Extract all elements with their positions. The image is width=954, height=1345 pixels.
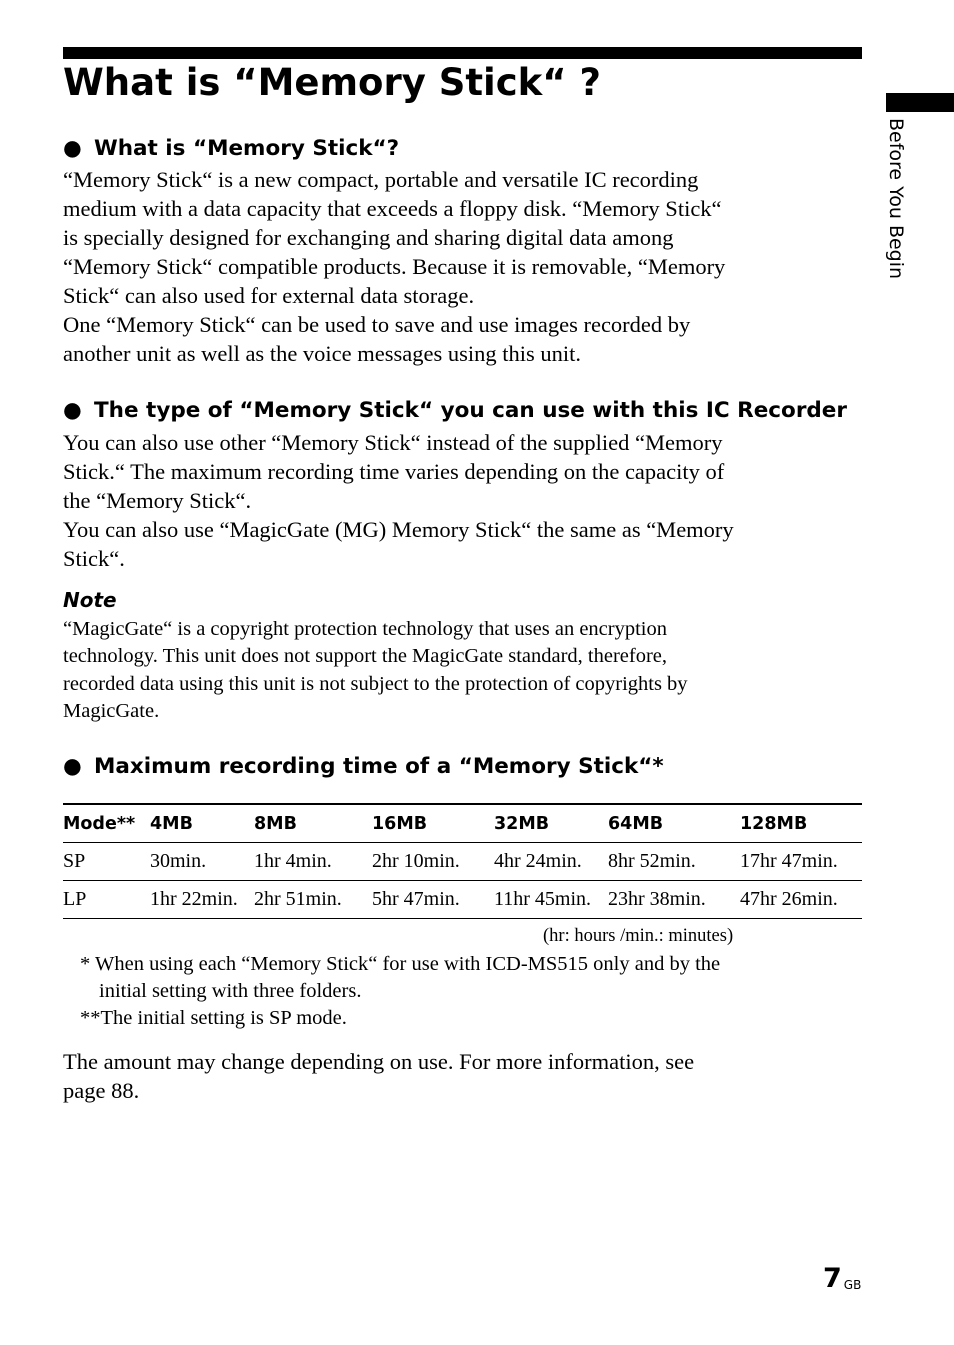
table-row bbox=[63, 881, 862, 919]
page-title: What is “Memory Stick“ ? bbox=[63, 61, 601, 104]
bullet-icon: ● bbox=[63, 398, 82, 423]
section-heading-type bbox=[63, 397, 847, 425]
heading-text: What is “Memory Stick“? bbox=[94, 136, 400, 161]
text-line: You can also use other “Memory Stick“ instead of the supplied “Memory bbox=[63, 430, 723, 455]
text-line: MagicGate. bbox=[63, 699, 160, 722]
bullet-icon: ● bbox=[63, 136, 82, 161]
column-header: 4MB bbox=[150, 804, 254, 843]
section-paragraph bbox=[63, 165, 863, 368]
page-number-value: 7 bbox=[823, 1263, 842, 1294]
top-rule bbox=[63, 47, 862, 59]
bullet-icon: ● bbox=[63, 754, 82, 779]
text-line: is specially designed for exchanging and sharing digital data among bbox=[63, 225, 674, 250]
table-cell: 4hr 24min. bbox=[494, 843, 608, 881]
footnote-double-star bbox=[80, 1005, 347, 1032]
section-paragraph bbox=[63, 428, 863, 573]
table-cell: SP bbox=[63, 843, 150, 881]
text-line: technology. This unit does not support the MagicGate standard, therefore, bbox=[63, 645, 668, 668]
text-line: medium with a data capacity that exceeds a floppy disk. “Memory Stick“ bbox=[63, 196, 722, 221]
table-cell: 30min. bbox=[150, 843, 254, 881]
text-line: the “Memory Stick“. bbox=[63, 488, 252, 513]
table-cell: LP bbox=[63, 881, 150, 919]
text-line: recorded data using this unit is not subject to the protection of copyrights by bbox=[63, 672, 688, 695]
table-cell: 1hr 22min. bbox=[150, 881, 254, 919]
table-units-note: (hr: hours /min.: minutes) bbox=[543, 926, 734, 946]
heading-text: Maximum recording time of a “Memory Stick“* bbox=[94, 754, 664, 779]
table-cell: 1hr 4min. bbox=[254, 843, 372, 881]
text-line: * When using each “Memory Stick“ for use with ICD-MS515 only and by the bbox=[80, 953, 721, 975]
text-line: One “Memory Stick“ can be used to save and use images recorded by bbox=[63, 312, 691, 337]
note-text bbox=[63, 616, 688, 725]
recording-time-table bbox=[63, 803, 862, 919]
page-number bbox=[823, 1262, 861, 1296]
text-line: Stick.“ The maximum recording time varies depending on the capacity of bbox=[63, 459, 725, 484]
table-row bbox=[63, 843, 862, 881]
table-cell: 2hr 10min. bbox=[372, 843, 494, 881]
column-header: 64MB bbox=[608, 804, 740, 843]
column-header: 8MB bbox=[254, 804, 372, 843]
text-line: “Memory Stick“ is a new compact, portable and versatile IC recording bbox=[63, 167, 699, 192]
text-line: **The initial setting is SP mode. bbox=[80, 1007, 347, 1029]
table-cell: 2hr 51min. bbox=[254, 881, 372, 919]
table-cell: 23hr 38min. bbox=[608, 881, 740, 919]
table-cell: 8hr 52min. bbox=[608, 843, 740, 881]
column-header: 16MB bbox=[372, 804, 494, 843]
text-line: page 88. bbox=[63, 1078, 140, 1103]
table-header-row bbox=[63, 804, 862, 843]
closing-paragraph bbox=[63, 1047, 863, 1105]
page-number-suffix: GB bbox=[843, 1278, 862, 1292]
column-header: 128MB bbox=[740, 804, 862, 843]
side-tab-marker bbox=[886, 93, 954, 112]
table-cell: 5hr 47min. bbox=[372, 881, 494, 919]
text-line: another unit as well as the voice messages using this unit. bbox=[63, 341, 582, 366]
text-line: initial setting with three folders. bbox=[99, 980, 362, 1002]
heading-text: The type of “Memory Stick“ you can use with this IC Recorder bbox=[94, 398, 847, 423]
table-cell: 17hr 47min. bbox=[740, 843, 862, 881]
recording-time-table-wrap bbox=[63, 803, 862, 919]
footnote-star bbox=[80, 951, 720, 1005]
section-heading-what-is bbox=[63, 135, 399, 163]
section-heading-max-time bbox=[63, 753, 664, 781]
table-cell: 47hr 26min. bbox=[740, 881, 862, 919]
side-tab-label: Before You Begin bbox=[885, 118, 907, 280]
text-line: The amount may change depending on use. For more information, see bbox=[63, 1049, 695, 1074]
text-line: “Memory Stick“ compatible products. Because it is removable, “Memory bbox=[63, 254, 726, 279]
text-line: “MagicGate“ is a copyright protection technology that uses an encryption bbox=[63, 618, 667, 640]
table-cell: 11hr 45min. bbox=[494, 881, 608, 919]
text-line: Stick“ can also used for external data storage. bbox=[63, 283, 475, 308]
column-header: 32MB bbox=[494, 804, 608, 843]
note-label: Note bbox=[63, 588, 117, 612]
column-header: Mode** bbox=[63, 804, 150, 843]
text-line: Stick“. bbox=[63, 546, 125, 571]
text-line: You can also use “MagicGate (MG) Memory Stick“ the same as “Memory bbox=[63, 517, 734, 542]
